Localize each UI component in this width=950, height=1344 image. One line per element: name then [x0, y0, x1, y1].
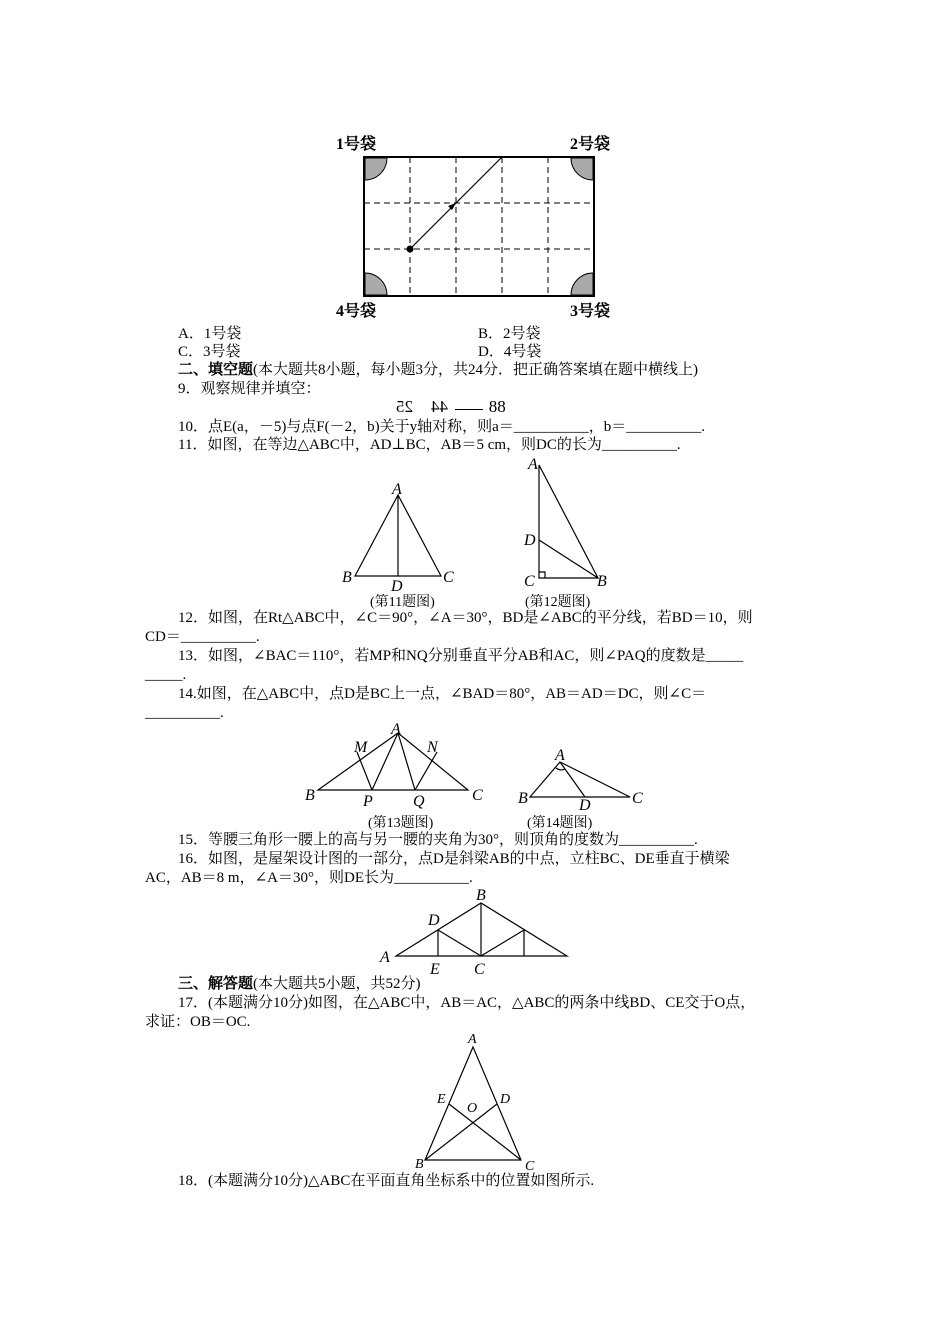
fig14-label-c: C	[632, 790, 643, 807]
fig13-caption: (第13题图)	[368, 816, 434, 831]
q9-pattern: 25 44 88	[396, 397, 506, 416]
fig17-label-c: C	[525, 1159, 535, 1174]
fig11-caption: (第11题图)	[370, 595, 435, 610]
q13-line1: 13．如图，∠BAC＝110°，若MP和NQ分别垂直平分AB和AC，则∠PAQ的度数是_____	[178, 648, 744, 664]
fig16-label-c: C	[474, 961, 485, 978]
bag-label-3: 3号袋	[570, 303, 611, 320]
fig11-label-c: C	[443, 569, 454, 586]
fig16-label-b: B	[476, 887, 486, 904]
q14-line2: __________.	[145, 705, 224, 721]
q16-line2: AC，AB＝8 m，∠A＝30°，则DE长为__________.	[145, 870, 473, 886]
bag-label-1: 1号袋	[336, 136, 377, 153]
fig16-label-d: D	[428, 912, 440, 929]
fig14-label-a: A	[555, 747, 565, 764]
fig17-label-o: O	[467, 1101, 478, 1116]
choice-c: C．3号袋	[178, 344, 241, 360]
q17-line2: 求证：OB＝OC.	[145, 1014, 251, 1030]
q11-text: 11．如图，在等边△ABC中，AD⊥BC，AB＝5 cm，则DC的长为__________.	[178, 437, 681, 453]
q12-line1: 12．如图，在Rt△ABC中，∠C＝90°，∠A＝30°，BD是∠ABC的平分线，若BD＝10，则	[178, 610, 753, 626]
choice-b: B．2号袋	[478, 326, 541, 342]
section-2-heading: 二、填空题(本大题共8小题，每小题3分，共24分．把正确答案填在题中横线上)	[178, 362, 699, 378]
fig13-label-a: A	[391, 721, 401, 738]
q13-line2: _____.	[145, 667, 187, 683]
fig14-label-b: B	[518, 790, 528, 807]
bag-label-2: 2号袋	[570, 136, 611, 153]
fig13-label-b: B	[305, 787, 315, 804]
fig16-label-e: E	[430, 961, 440, 978]
fig13-label-p: P	[363, 793, 373, 810]
q16-line1: 16．如图，是屋架设计图的一部分，点D是斜梁AB的中点，立柱BC、DE垂直于横梁	[178, 851, 730, 867]
fig12-label-d: D	[524, 532, 536, 549]
q18-text: 18．(本题满分10分)△ABC在平面直角坐标系中的位置如图所示.	[178, 1173, 595, 1189]
q17-line1: 17．(本题满分10分)如图，在△ABC中，AB＝AC，△ABC的两条中线BD、CE交于O点，	[178, 995, 756, 1011]
fig17-label-d: D	[500, 1092, 511, 1107]
fig13-label-n: N	[427, 739, 438, 756]
bag-label-4: 4号袋	[336, 303, 377, 320]
fig11-label-b: B	[342, 569, 352, 586]
section-3-heading: 三、解答题(本大题共5小题，共52分)	[178, 976, 421, 992]
fig17-label-b: B	[415, 1157, 424, 1172]
fig13-label-c: C	[472, 787, 483, 804]
fig14-label-d: D	[579, 797, 591, 814]
choice-d: D．4号袋	[478, 344, 542, 360]
fig11-label-a: A	[392, 481, 402, 498]
fig14-caption: (第14题图)	[527, 816, 593, 831]
q14-line1: 14.如图，在△ABC中，点D是BC上一点，∠BAD＝80°，AB＝AD＝DC，则∠C＝	[178, 686, 707, 702]
q12-line2: CD＝__________.	[145, 629, 260, 645]
fig12-label-c: C	[524, 573, 535, 590]
fig16-label-a: A	[380, 949, 390, 966]
fig12-label-b: B	[597, 573, 607, 590]
fig13-label-q: Q	[413, 793, 425, 810]
fig11-label-d: D	[391, 578, 403, 595]
q15-text: 15．等腰三角形一腰上的高与另一腰的夹角为30°，则顶角的度数为__________.	[178, 832, 698, 848]
fig17-label-e: E	[437, 1092, 446, 1107]
fig17-label-a: A	[468, 1032, 477, 1047]
fig12-caption: (第12题图)	[525, 595, 591, 610]
fig12-label-a: A	[528, 456, 538, 473]
q9-text: 9．观察规律并填空：	[178, 381, 321, 397]
choice-a: A．1号袋	[178, 326, 242, 342]
q10-text: 10．点E(a，－5)与点F(－2，b)关于y轴对称，则a＝__________，b＝__________.	[178, 419, 706, 435]
fig13-label-m: M	[354, 739, 368, 756]
